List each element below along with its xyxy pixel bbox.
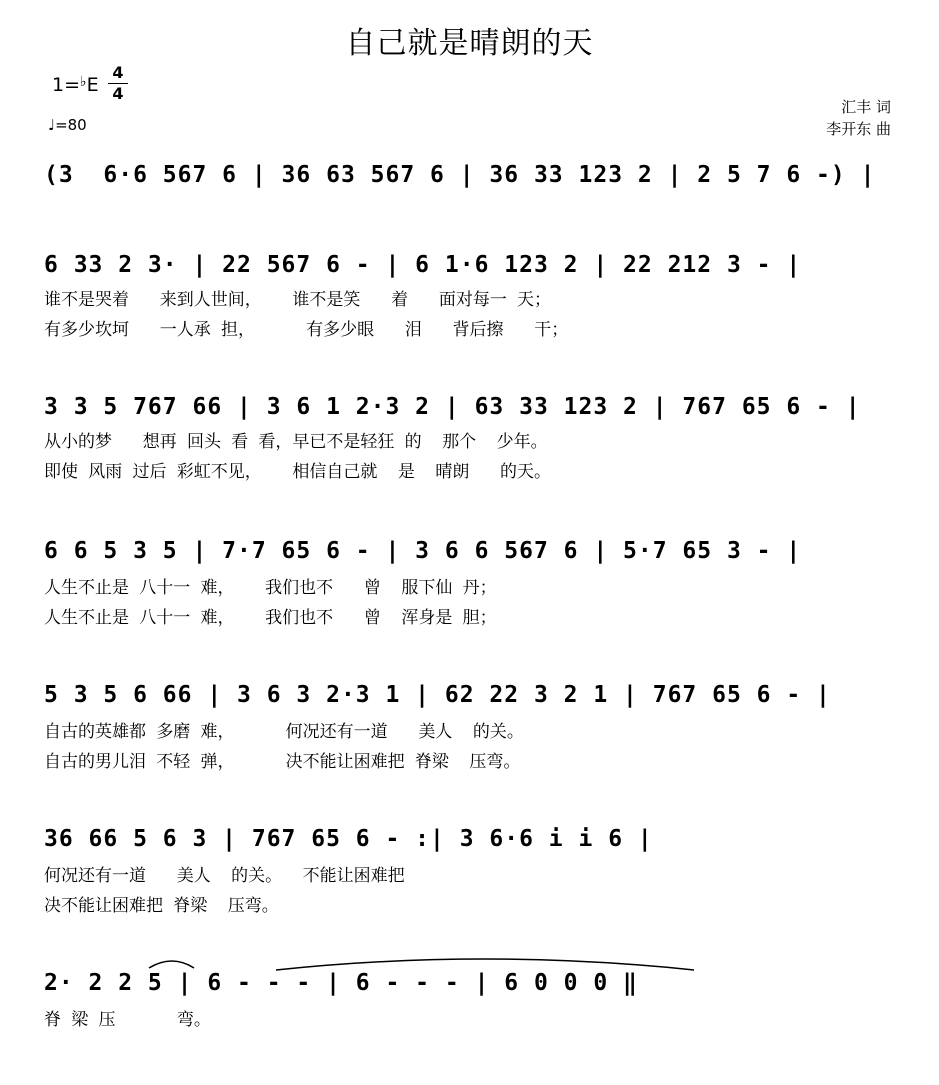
score-system-1 bbox=[44, 160, 895, 200]
notation-line: 2· 2 2 5 | 6 - - - | 6 - - - | 6 0 0 0 ‖ bbox=[44, 970, 638, 996]
score-system-2 bbox=[44, 250, 895, 340]
slur-arc bbox=[149, 961, 194, 968]
lyric-line-1: 谁不是哭着 来到人世间， 谁不是笑 着 面对每一 天； bbox=[44, 290, 552, 310]
notation-line: 5 3 5 6 66 | 3 6 3 2·3 1 | 62 22 3 2 1 | 767 65 6 - | bbox=[44, 682, 831, 708]
flat-sign: ♭ bbox=[80, 74, 87, 90]
lyric-line-1: 脊 梁 压 弯。 bbox=[44, 1010, 211, 1030]
notation-line: 36 66 5 6 3 | 767 65 6 - :| 3 6·6 i i 6 | bbox=[44, 826, 653, 852]
tie-arc bbox=[276, 959, 694, 970]
lyric-line-1: 自古的英雄都 多磨 难， 何况还有一道 美人 的关。 bbox=[44, 722, 524, 742]
notation-line: 6 33 2 3· | 22 567 6 - | 6 1·6 123 2 | 22 212 3 - | bbox=[44, 252, 802, 278]
meter-bottom: 4 bbox=[112, 84, 124, 103]
lyric-line-1: 从小的梦 想再 回头 看 看，早已不是轻狂 的 那个 少年。 bbox=[44, 432, 548, 452]
time-signature bbox=[108, 64, 128, 103]
song-title: 自己就是晴朗的天 bbox=[345, 26, 594, 61]
score-system-4 bbox=[44, 536, 895, 628]
notation-line: (3 6·6 567 6 | 36 63 567 6 | 36 33 123 2 | 2 5 7 6 -) | bbox=[44, 162, 876, 188]
score-system-7 bbox=[44, 968, 895, 1030]
lyric-line-2: 人生不止是 八十一 难， 我们也不 曾 浑身是 胆； bbox=[44, 608, 497, 628]
score-system-6 bbox=[44, 824, 895, 916]
lyric-line-2: 自古的男儿泪 不轻 弹， 决不能让困难把 脊梁 压弯。 bbox=[44, 752, 521, 772]
lyric-line-2: 有多少坎坷 一人承 担， 有多少眼 泪 背后擦 干； bbox=[44, 320, 569, 340]
tempo-marking: ♩=80 bbox=[48, 116, 87, 134]
meter-top: 4 bbox=[112, 63, 124, 82]
composer-credit: 李开东 曲 bbox=[826, 120, 891, 138]
lyric-line-1: 人生不止是 八十一 难， 我们也不 曾 服下仙 丹； bbox=[44, 578, 497, 598]
lyric-line-2: 决不能让困难把 脊梁 压弯。 bbox=[44, 896, 279, 916]
notation-line: 3 3 5 767 66 | 3 6 1 2·3 2 | 63 33 123 2 | 767 65 6 - | bbox=[44, 394, 861, 420]
lyric-line-1: 何况还有一道 美人 的关。 不能让困难把 bbox=[44, 866, 405, 886]
key-prefix: 1= bbox=[52, 74, 81, 96]
notation-line: 6 6 5 3 5 | 7·7 65 6 - | 3 6 6 567 6 | 5·7 65 3 - | bbox=[44, 538, 802, 564]
key-signature bbox=[52, 74, 99, 96]
key-note: E bbox=[86, 74, 99, 96]
score-system-5 bbox=[44, 680, 895, 772]
tie-arcs bbox=[44, 968, 895, 998]
lyricist-credit: 汇丰 词 bbox=[841, 98, 891, 116]
score-system-3 bbox=[44, 392, 895, 482]
lyric-line-2: 即使 风雨 过后 彩虹不见， 相信自己就 是 晴朗 的天。 bbox=[44, 462, 552, 482]
